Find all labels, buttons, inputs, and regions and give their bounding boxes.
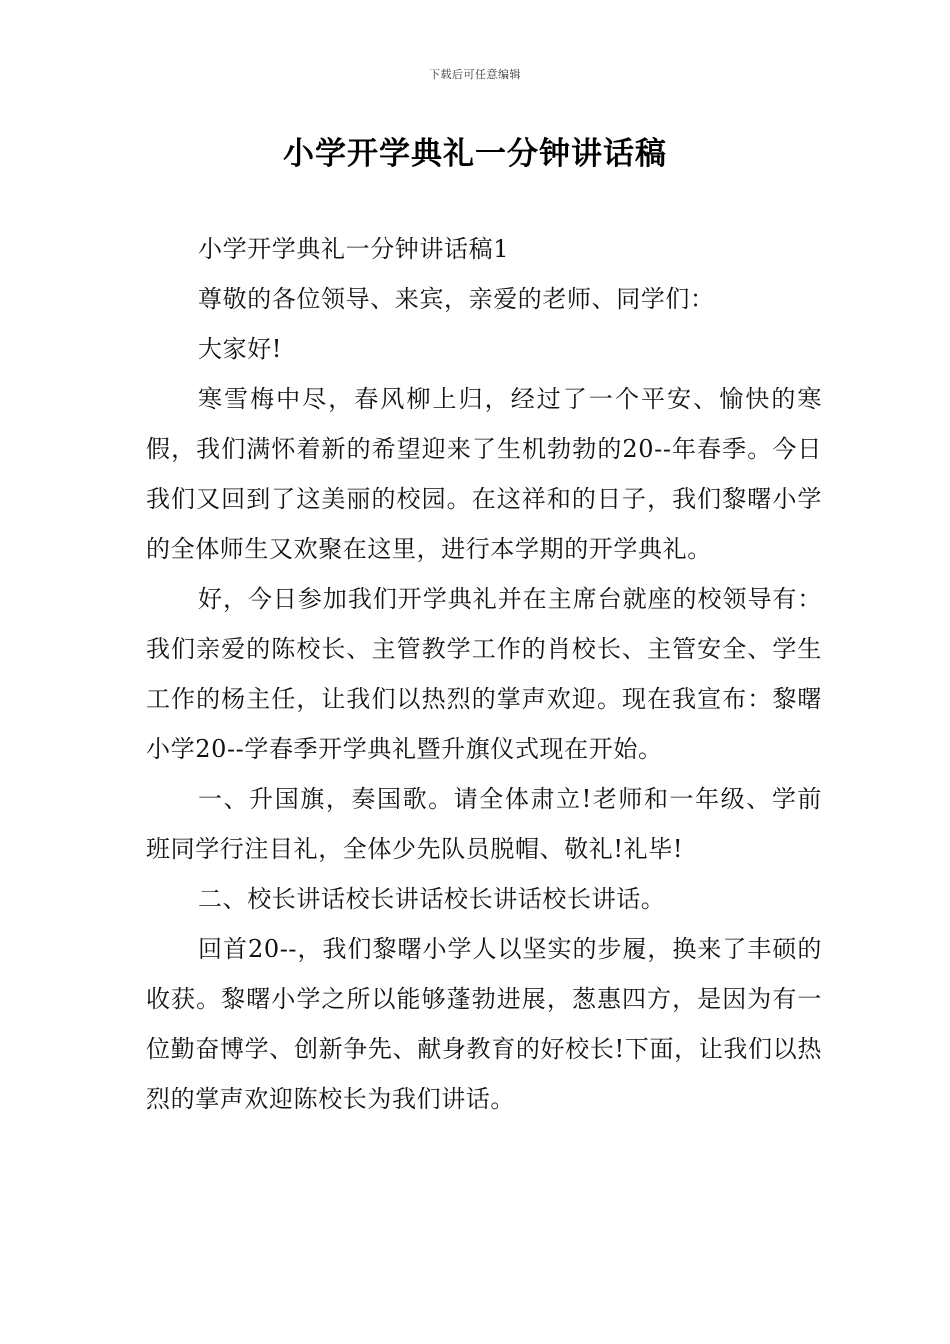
paragraph-principal-speech: 二、校长讲话校长讲话校长讲话校长讲话。: [198, 885, 666, 913]
paragraph-introduction: 好，今日参加我们开学典礼并在主席台就座的校领导有：我们亲爱的陈校长、主管教学工作的肖校长、主管安全、学生工作的杨主任，让我们以热烈的掌声欢迎。现在我宣布：黎曙小学20--学春季开学典礼暨升旗仪式现在开始。: [146, 585, 822, 763]
paragraph-greeting: 大家好!: [198, 335, 283, 363]
paragraph-flag-ceremony: 一、升国旗，奏国歌。请全体肃立!老师和一年级、学前班同学行注目礼，全体少先队员脱帽、敬礼!礼毕!: [146, 785, 822, 863]
paragraph-opening: 寒雪梅中尽，春风柳上归，经过了一个平安、愉快的寒假，我们满怀着新的希望迎来了生机勃勃的20--年春季。今日我们又回到了这美丽的校园。在这祥和的日子，我们黎曙小学的全体师生又欢聚在这里，进行本学期的开学典礼。: [146, 385, 822, 563]
paragraph-salutation: 尊敬的各位领导、来宾，亲爱的老师、同学们：: [198, 285, 715, 313]
document-title: 小学开学典礼一分钟讲话稿: [283, 136, 667, 172]
paragraph-review: 回首20--，我们黎曙小学人以坚实的步履，换来了丰硕的收获。黎曙小学之所以能够蓬勃进展，葱惠四方，是因为有一位勤奋博学、创新争先、献身教育的好校长!下面，让我们以热烈的掌声欢迎陈校长为我们讲话。: [146, 935, 822, 1113]
paragraph-subtitle: 小学开学典礼一分钟讲话稿1: [198, 235, 510, 263]
document-body: [146, 224, 822, 1124]
header-note: 下载后可任意编辑: [429, 68, 521, 81]
